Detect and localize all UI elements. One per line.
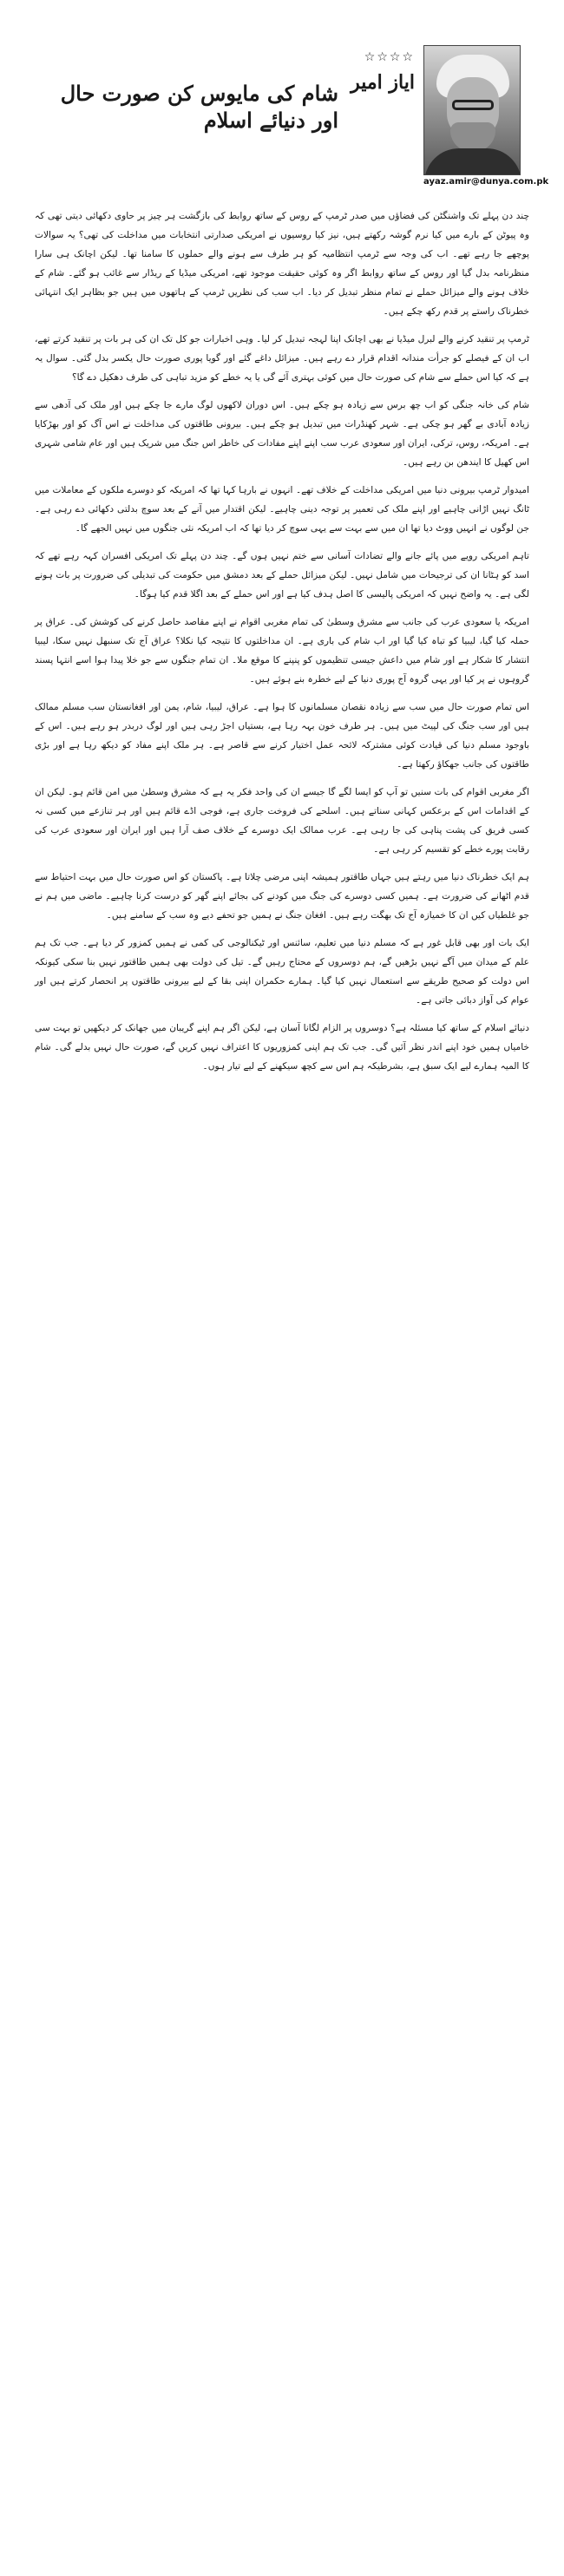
author-email: ayaz.amir@dunya.com.pk: [423, 177, 549, 187]
photo-shoulders: [424, 148, 521, 175]
author-box: [347, 45, 549, 191]
paragraph: امریکہ یا سعودی عرب کی جانب سے مشرق وسطیٰ کی تمام مغربی اقوام نے اپنے مقاصد حاصل کرنے کی کوشش کی۔ عراق پر حملہ کیا گیا، لیبیا کو تباہ کیا گیا اور اب شام کی باری ہے۔ ان مداخلتوں کا نتیجہ کیا نکلا؟ عراق آج تک سنبھل نہیں سکا، لیبیا انتشار کا شکار ہے اور شام میں داعش جیسی تنظیموں کو پنپنے کا موقع ملا۔ ان تمام جنگوں سے جو خلا پیدا ہوا اسے انتہا پسند گروہوں نے پر کیا اور یہی گروہ آج پوری دنیا کے لیے خطرہ بنے ہوئے ہیں۔: [35, 617, 529, 685]
photo-beard: [450, 122, 495, 152]
column-title: شام کی مایوس کن صورت حال اور دنیائے اسلام: [60, 81, 338, 134]
paragraph: چند دن پہلے تک واشنگٹن کی فضاؤں میں صدر ٹرمپ کے روس کے ساتھ روابط کی بازگشت ہر چیز پر حاوی دکھائی دیتی تھی کہ وہ پیوٹن کے بارے میں کیا نرم گوشہ رکھتے ہیں، نیز کیا روسیوں نے امریکی صدارتی انتخابات میں مداخلت کی تھی؟ یہ سوالات پوچھے جا رہے تھے۔ اب کی وجہ سے ٹرمپ انتظامیہ کو ہر طرف سے ہونے والے حملوں کا سامنا تھا۔ لیکن اچانک ہی سارا منظرنامہ بدل گیا اور روس کے ساتھ روابط اگر وہ کوئی حقیقت موجود تھے، امریکی میڈیا کے ریڈار سے غائب ہو گئے۔ شام کے خلاف ہونے والے میزائل حملے نے تمام منظر تبدیل کر دیا۔ اب سب کی نظریں ٹرمپ کے ہاتھوں میں ہیں جو بظاہر ایک انتہائی خطرناک راستے پر قدم رکھ چکے ہیں۔: [35, 211, 529, 317]
paragraph: تاہم امریکی رویے میں پائے جانے والے تضادات آسانی سے ختم نہیں ہوں گے۔ چند دن پہلے تک امریکی افسران کہہ رہے تھے کہ اسد کو ہٹانا ان کی ترجیحات میں شامل نہیں۔ لیکن میزائل حملے کے بعد دمشق میں حکومت کی تبدیلی کی ضرورت پر بات ہونے لگی ہے۔ یہ واضح نہیں کہ امریکی پالیسی کا اصل ہدف کیا ہے اور اس حملے کے بعد اگلا قدم کیا ہوگا۔: [35, 551, 529, 600]
author-photo: [423, 45, 521, 175]
paragraph: ایک بات اور بھی قابل غور ہے کہ مسلم دنیا میں تعلیم، سائنس اور ٹیکنالوجی کی کمی نے ہمیں کمزور کر دیا ہے۔ جب تک ہم علم کے میدان میں آگے نہیں بڑھیں گے، ہم دوسروں کے محتاج رہیں گے۔ تیل کی دولت بھی ہمیں طاقتور نہیں بنا سکی کیونکہ اس دولت کو صحیح طریقے سے استعمال نہیں کیا گیا۔ ہمارے حکمران اپنی بقا کے لیے بیرونی طاقتوں پر انحصار کرتے ہیں اور عوام کی آواز دبائی جاتی ہے۔: [35, 938, 529, 1006]
rating-stars: ☆☆☆☆: [364, 50, 415, 64]
paragraph: اس تمام صورت حال میں سب سے زیادہ نقصان مسلمانوں کا ہوا ہے۔ عراق، لیبیا، شام، یمن اور افغانستان سب مسلم ممالک ہیں اور سب جنگ کی لپیٹ میں ہیں۔ ہر طرف خون بہہ رہا ہے، بستیاں اجڑ رہی ہیں اور لوگ دربدر ہو رہے ہیں۔ اس کے باوجود مسلم دنیا کی قیادت کوئی مشترکہ لائحہ عمل اختیار کرنے سے قاصر ہے۔ ہر ملک اپنے مفاد کو دیکھ رہا ہے اور بڑی طاقتوں کی جانب جھکاؤ رکھتا ہے۔: [35, 702, 529, 770]
paragraph: اگر مغربی اقوام کی بات سنیں تو آپ کو ایسا لگے گا جیسے ان کی واحد فکر یہ ہے کہ مشرق وسطیٰ میں امن قائم ہو۔ لیکن ان کے اقدامات اس کے برعکس کہانی سناتے ہیں۔ اسلحے کی فروخت جاری ہے، فوجی اڈے قائم ہیں اور ہر تنازعے میں کسی نہ کسی فریق کی پشت پناہی کی جا رہی ہے۔ عرب ممالک ایک دوسرے کے خلاف صف آرا ہیں اور ایران اور سعودی عرب کی رقابت پورے خطے کو تقسیم کر رہی ہے۔: [35, 787, 529, 855]
article-body: [35, 206, 529, 1085]
paragraph: امیدوار ٹرمپ بیرونی دنیا میں امریکی مداخلت کے خلاف تھے۔ انہوں نے بارہا کہا تھا کہ امریکہ کو دوسرے ملکوں کے معاملات میں ٹانگ نہیں اڑانی چاہیے اور اپنے ملک کی تعمیر پر توجہ دینی چاہیے۔ لیکن اقتدار میں آنے کے بعد سوچ بدلتی دکھائی دے رہی ہے۔ جن لوگوں نے انہیں ووٹ دیا تھا ان میں سے بہت سے یہی سوچ کر دیا تھا کہ اب امریکہ نئی جنگوں میں نہیں الجھے گا۔: [35, 485, 529, 534]
column-header: [35, 45, 549, 191]
paragraph: شام کی خانہ جنگی کو اب چھ برس سے زیادہ ہو چکے ہیں۔ اس دوران لاکھوں لوگ مارے جا چکے ہیں اور ملک کی آدھی سے زیادہ آبادی بے گھر ہو چکی ہے۔ شہر کھنڈرات میں تبدیل ہو چکے ہیں۔ بیرونی طاقتوں کی مداخلت نے اس آگ کو اور بھڑکایا ہے۔ امریکہ، روس، ترکی، ایران اور سعودی عرب سب اپنے اپنے مفادات کی خاطر اس جنگ میں شریک ہیں اور عام شامی شہری اس کھیل کا ایندھن بن رہے ہیں۔: [35, 400, 529, 468]
photo-glasses: [452, 100, 494, 110]
author-name: ایاز امیر: [351, 71, 415, 94]
paragraph: دنیائے اسلام کے ساتھ کیا مسئلہ ہے؟ دوسروں پر الزام لگانا آسان ہے، لیکن اگر ہم اپنے گریبان میں جھانک کر دیکھیں تو بہت سی خامیاں ہمیں خود اپنے اندر نظر آئیں گی۔ جب تک ہم اپنی کمزوریوں کا اعتراف نہیں کریں گے، صورت حال نہیں بدلے گی۔ شام کا المیہ ہمارے لیے ایک سبق ہے، بشرطیکہ ہم اس سے کچھ سیکھنے کے لیے تیار ہوں۔: [35, 1023, 529, 1072]
paragraph: ٹرمپ پر تنقید کرنے والے لبرل میڈیا نے بھی اچانک اپنا لہجہ تبدیل کر لیا۔ وہی اخبارات جو کل تک ان کی ہر بات پر تنقید کرتے تھے، اب ان کے فیصلے کو جرأت مندانہ اقدام قرار دے رہے ہیں۔ میزائل داغے گئے اور گویا پوری صورت حال یکسر بدل گئی۔ سوال یہ ہے کہ کیا اس حملے سے شام کی صورت حال میں کوئی بہتری آئے گی یا یہ خطے کو مزید تباہی کی طرف دھکیل دے گا؟: [35, 334, 529, 383]
paragraph: ہم ایک خطرناک دنیا میں رہتے ہیں جہاں طاقتور ہمیشہ اپنی مرضی چلاتا ہے۔ پاکستان کو اس صورت حال میں بہت احتیاط سے قدم اٹھانے کی ضرورت ہے۔ ہمیں کسی دوسرے کی جنگ میں کودنے کی بجائے اپنے گھر کو درست کرنا چاہیے۔ ماضی میں ہم نے جو غلطیاں کیں ان کا خمیازہ آج تک بھگت رہے ہیں۔ افغان جنگ نے ہمیں جو تحفے دیے وہ سب کے سامنے ہیں۔: [35, 872, 529, 921]
